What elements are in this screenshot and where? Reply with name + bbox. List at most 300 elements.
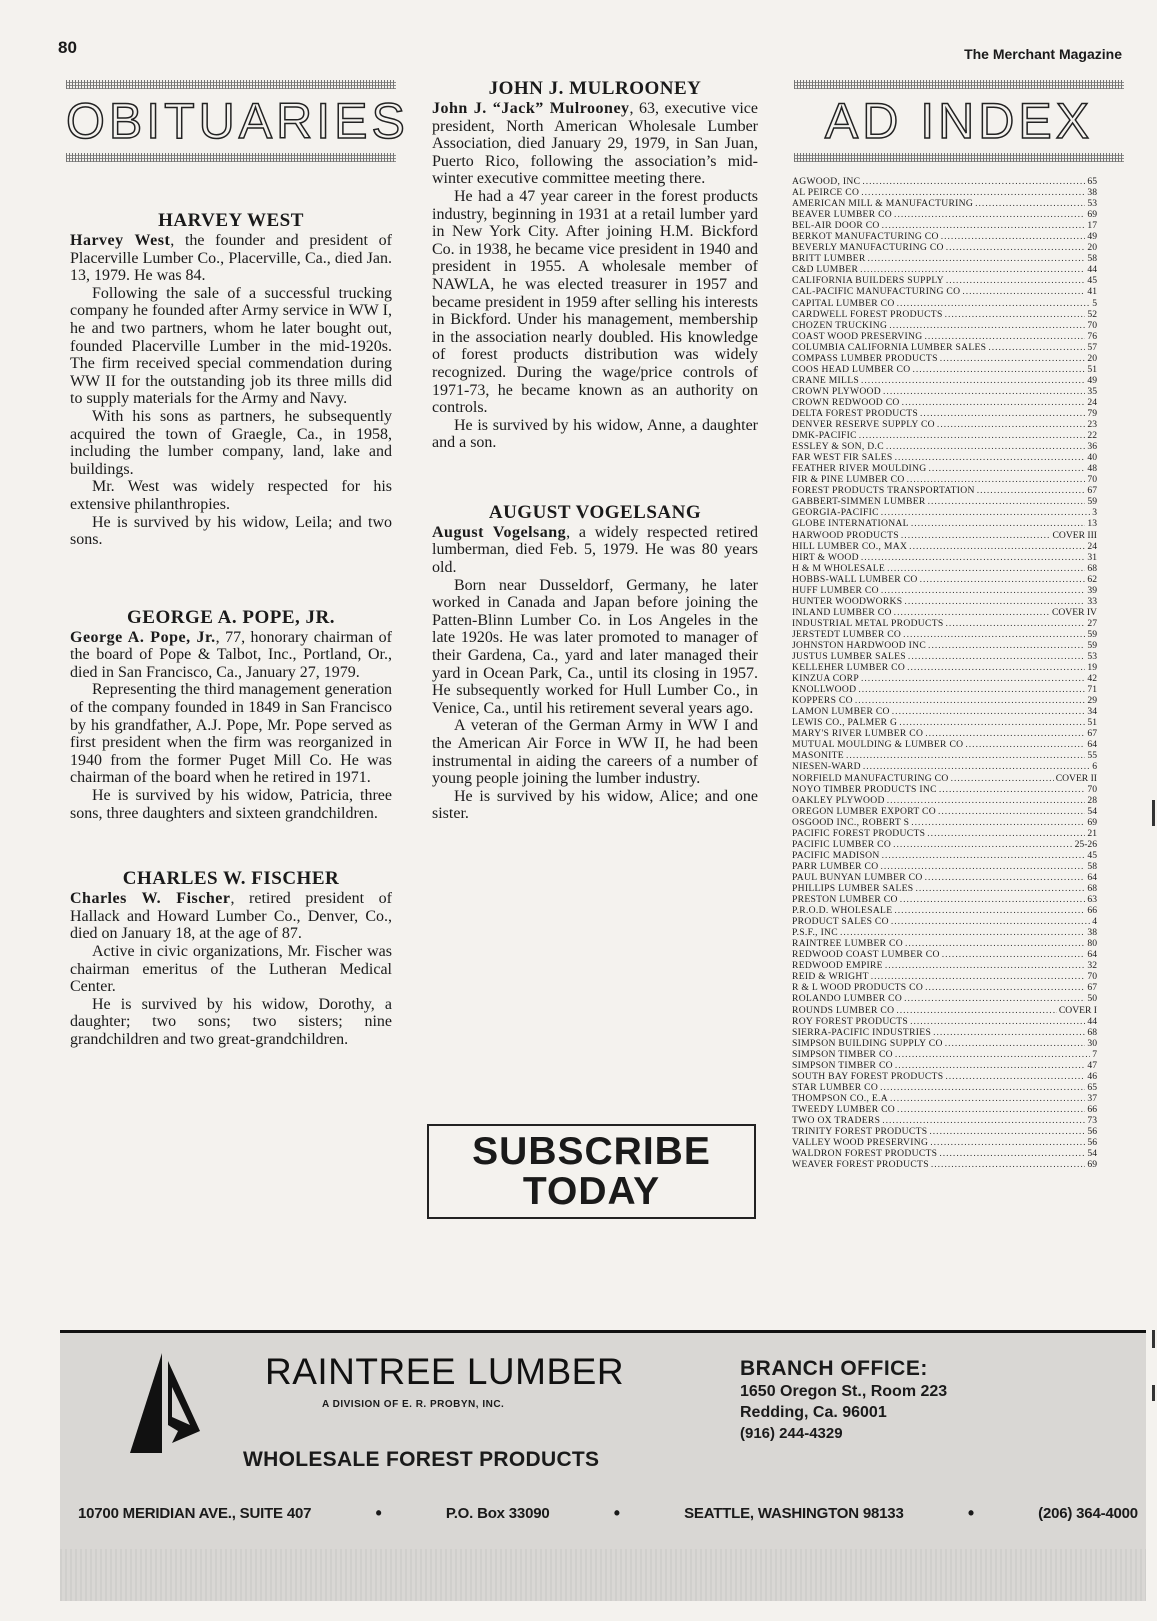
advertiser-name: OREGON LUMBER EXPORT CO xyxy=(792,805,936,817)
ad-index-entry xyxy=(792,1005,1097,1016)
leader-dots xyxy=(895,1049,1090,1060)
ad-index-entry xyxy=(792,220,1097,231)
ad-index-entry xyxy=(792,552,1097,563)
advertiser-page: 13 xyxy=(1087,518,1097,530)
advertiser-page: COVER IV xyxy=(1051,606,1097,618)
obituary-name: John J. “Jack” Mulrooney xyxy=(432,100,630,117)
obituary-name: Charles W. Fischer xyxy=(70,890,231,908)
advertiser-page: 20 xyxy=(1087,352,1097,364)
ad-index-entry xyxy=(792,231,1097,242)
obituary-paragraph: Mr. West was widely respected for his extensive philanthropies. xyxy=(70,478,392,513)
obituary-harvey-west xyxy=(70,210,392,549)
advertiser-page: 67 xyxy=(1087,485,1097,497)
obituary-paragraph: Born near Dusseldorf, Germany, he later worked in Canada and Japan before joining the Patten-Blinn Lumber Co. in Los Angeles in the late 1920s. He was later promoted to manager of their Gardena, Ca., yard and later managed their yard in Ocean Park, Ca., until its closing in 1957. He subsequently worked for Hull Lumber Co., in Venice, Ca., until his retirement several years ago. xyxy=(432,576,758,717)
advertiser-name: P.R.O.D. WHOLESALE xyxy=(792,905,893,917)
ad-index-entry xyxy=(792,795,1097,806)
ad-index-entry xyxy=(792,839,1097,850)
company-tagline: WHOLESALE FOREST PRODUCTS xyxy=(243,1448,600,1471)
obituaries-title: OBITUARIES xyxy=(66,93,409,149)
ad-index-entry xyxy=(792,474,1097,485)
leader-dots xyxy=(927,828,1085,839)
ad-index-entry xyxy=(792,750,1097,761)
ad-index-entry xyxy=(792,1115,1097,1126)
ad-index-entry xyxy=(792,1159,1097,1170)
advertiser-page: 49 xyxy=(1087,374,1097,386)
ad-index-entry xyxy=(792,607,1097,618)
ad-index-title: AD INDEX xyxy=(824,93,1094,149)
leader-dots xyxy=(840,927,1085,938)
advertiser-name: DELTA FOREST PRODUCTS xyxy=(792,407,919,419)
advertiser-page: 67 xyxy=(1087,982,1097,994)
leader-dots xyxy=(945,1038,1086,1049)
advertiser-page: 44 xyxy=(1087,1015,1097,1027)
obituary-paragraph: Following the sale of a successful trucking company he founded after Army service in WW I, he and two partners, whom he later bought out, founded Placerville Lumber in the mid-1920s. The firm received special commendation during WW II for the outstanding job its three mills did to supply materials for the Army and Navy. xyxy=(70,284,392,408)
ad-index-entry xyxy=(792,574,1097,585)
ad-index-entry xyxy=(792,651,1097,662)
advertiser-name: DMK-PACIFIC xyxy=(792,430,857,442)
leader-dots xyxy=(894,607,1050,618)
advertiser-page: 76 xyxy=(1087,330,1097,342)
advertiser-page: 21 xyxy=(1087,827,1097,839)
ad-index-entry xyxy=(792,463,1097,474)
leader-dots xyxy=(890,1093,1085,1104)
advertiser-name: NIESEN-WARD xyxy=(792,761,861,773)
advertiser-name: PRESTON LUMBER CO xyxy=(792,894,898,906)
advertiser-name: PACIFIC FOREST PRODUCTS xyxy=(792,827,926,839)
ad-index-entry xyxy=(792,1016,1097,1027)
advertiser-page: 54 xyxy=(1087,1148,1097,1160)
leader-dots xyxy=(939,1148,1085,1159)
leader-dots xyxy=(929,463,1086,474)
separator-bullet: • xyxy=(375,1503,382,1523)
banner-stripe-bottom xyxy=(66,153,396,162)
leader-dots xyxy=(882,220,1086,231)
ad-index-entry xyxy=(792,1104,1097,1115)
ad-index-entry xyxy=(792,993,1097,1004)
obituary-paragraph: He is survived by his widow, Leila; and two sons. xyxy=(70,513,392,549)
advertiser-page: 69 xyxy=(1087,816,1097,828)
leader-dots xyxy=(894,905,1085,916)
advertiser-name: CAL-PACIFIC MANUFACTURING CO xyxy=(792,286,961,298)
ad-index-entry xyxy=(792,1126,1097,1137)
ad-index-entry xyxy=(792,695,1097,706)
advertiser-page: 17 xyxy=(1087,220,1097,232)
leader-dots xyxy=(920,408,1085,419)
banner-stripe-top xyxy=(794,80,1124,89)
branch-title: BRANCH OFFICE: xyxy=(740,1357,928,1380)
ad-index-entry xyxy=(792,629,1097,640)
leader-dots xyxy=(868,253,1086,264)
advertiser-page: 19 xyxy=(1087,662,1097,674)
leader-dots xyxy=(861,552,1086,563)
advertiser-page: 70 xyxy=(1087,474,1097,486)
ad-index-entry xyxy=(792,949,1097,960)
ad-index-entry xyxy=(792,916,1097,927)
ad-index-entry xyxy=(792,286,1097,297)
leader-dots xyxy=(931,1159,1086,1170)
advertiser-name: FAR WEST FIR SALES xyxy=(792,452,893,464)
advertiser-page: 51 xyxy=(1087,717,1097,729)
advertiser-page: 73 xyxy=(1087,1114,1097,1126)
advertiser-page: 58 xyxy=(1087,860,1097,872)
advertiser-page: 62 xyxy=(1087,573,1097,585)
leader-dots xyxy=(881,507,1090,518)
company-division: A DIVISION OF E. R. PROBYN, INC. xyxy=(322,1399,505,1410)
advertiser-page: 59 xyxy=(1087,639,1097,651)
advertiser-page: 79 xyxy=(1087,407,1097,419)
ad-index-entry xyxy=(792,861,1097,872)
obituary-george-pope xyxy=(70,607,392,823)
ad-index-entry xyxy=(792,298,1097,309)
leader-dots xyxy=(862,176,1085,187)
advertiser-page: 69 xyxy=(1087,1159,1097,1171)
ad-index-entry xyxy=(792,585,1097,596)
advertiser-name: KOPPERS CO xyxy=(792,695,853,707)
advertiser-name: AGWOOD, INC xyxy=(792,176,861,187)
advertiser-name: CALIFORNIA BUILDERS SUPPLY xyxy=(792,275,944,287)
advertiser-name: SIMPSON TIMBER CO xyxy=(792,1048,893,1060)
advertiser-page: 37 xyxy=(1087,1092,1097,1104)
advertiser-page: 28 xyxy=(1087,794,1097,806)
main-phone: (206) 364-4000 xyxy=(1038,1505,1138,1522)
leader-dots xyxy=(887,795,1086,806)
ad-index-entry xyxy=(792,530,1097,541)
ad-index-entry xyxy=(792,872,1097,883)
leader-dots xyxy=(900,894,1086,905)
leader-dots xyxy=(886,441,1086,452)
raintree-lumber-advertisement xyxy=(60,1330,1146,1601)
advertiser-page: 55 xyxy=(1087,750,1097,762)
ad-index-entry xyxy=(792,971,1097,982)
advertiser-name: ROLANDO LUMBER CO xyxy=(792,993,903,1005)
advertiser-name: HARWOOD PRODUCTS xyxy=(792,529,899,541)
advertiser-name: DENVER RESERVE SUPPLY CO xyxy=(792,419,935,431)
advertiser-name: MARY'S RIVER LUMBER CO xyxy=(792,728,924,740)
leader-dots xyxy=(924,331,1085,342)
advertiser-name: TWO OX TRADERS xyxy=(792,1114,881,1126)
leader-dots xyxy=(846,750,1085,761)
advertiser-page: 54 xyxy=(1087,805,1097,817)
ad-index-entry xyxy=(792,430,1097,441)
advertiser-name: COAST WOOD PRESERVING xyxy=(792,330,923,342)
advertiser-page: 66 xyxy=(1087,905,1097,917)
ad-index-entry xyxy=(792,253,1097,264)
ad-index-entry xyxy=(792,452,1097,463)
advertiser-page: 59 xyxy=(1087,496,1097,508)
ad-index-entry xyxy=(792,541,1097,552)
leader-dots xyxy=(907,474,1086,485)
advertiser-page: 4 xyxy=(1092,916,1097,928)
leader-dots xyxy=(861,673,1085,684)
ad-index-entry xyxy=(792,386,1097,397)
advertiser-name: INDUSTRIAL METAL PRODUCTS xyxy=(792,617,944,629)
advertiser-name: PHILLIPS LUMBER SALES xyxy=(792,883,914,894)
advertiser-name: FEATHER RIVER MOULDING xyxy=(792,463,927,475)
leader-dots xyxy=(880,861,1085,872)
leader-dots xyxy=(889,320,1085,331)
branch-phone: (916) 244-4329 xyxy=(740,1425,843,1442)
advertiser-name: BERKOT MANUFACTURING CO xyxy=(792,231,939,243)
advertiser-page: COVER III xyxy=(1052,529,1097,541)
ad-index-entry xyxy=(792,1137,1097,1148)
advertiser-name: CROWN PLYWOOD xyxy=(792,385,882,397)
leader-dots xyxy=(975,198,1085,209)
ad-index-entry xyxy=(792,397,1097,408)
ad-index-entry xyxy=(792,364,1097,375)
ad-index-entry xyxy=(792,927,1097,938)
obituary-paragraph: He is survived by his widow, Dorothy, a daughter; two sons; two sisters; nine grandchildren and two great-grandchildren. xyxy=(70,995,392,1048)
advertiser-page: 31 xyxy=(1087,551,1097,563)
advertiser-page: 58 xyxy=(1087,253,1097,265)
advertiser-name: REID & WRIGHT xyxy=(792,971,869,983)
ad-index-entry xyxy=(792,894,1097,905)
advertiser-name: COLUMBIA CALIFORNIA LUMBER SALES xyxy=(792,341,987,353)
leader-dots xyxy=(928,640,1085,651)
obituary-lead: John J. “Jack” Mulrooney, 63, executive vice president, North American Wholesale Lumber Association, died January 29, 1979, in San Juan, Puerto Rico, following the association’s mid-winter executive committee meeting there. xyxy=(432,100,758,188)
obituary-paragraph: He is survived by his widow, Anne, a daughter and a son. xyxy=(432,416,758,452)
leader-dots xyxy=(988,342,1085,353)
advertiser-name: JUSTUS LUMBER SALES xyxy=(792,651,906,663)
leader-dots xyxy=(894,209,1085,220)
leader-dots xyxy=(891,916,1090,927)
leader-dots xyxy=(895,1060,1086,1071)
advertiser-page: 65 xyxy=(1087,1081,1097,1093)
advertiser-page: 33 xyxy=(1087,595,1097,607)
advertiser-name: SOUTH BAY FOREST PRODUCTS xyxy=(792,1070,944,1082)
advertiser-name: RAINTREE LUMBER CO xyxy=(792,938,903,950)
advertiser-name: NORFIELD MANUFACTURING CO xyxy=(792,772,949,784)
ad-index-entry xyxy=(792,1071,1097,1082)
obituary-title: JOHN J. MULROONEY xyxy=(488,78,702,99)
advertiser-name: INLAND LUMBER CO xyxy=(792,606,892,618)
advertiser-page: 38 xyxy=(1087,187,1097,199)
ad-index-entry xyxy=(792,982,1097,993)
po-box: P.O. Box 33090 xyxy=(445,1505,550,1522)
advertiser-name: THOMPSON CO., E.A xyxy=(792,1092,888,1104)
leader-dots xyxy=(902,397,1086,408)
advertiser-page: 56 xyxy=(1087,1137,1097,1149)
advertiser-name: MUTUAL MOULDING & LUMBER CO xyxy=(792,739,964,751)
advertiser-page: 65 xyxy=(1087,176,1097,187)
ad-index-entry xyxy=(792,408,1097,419)
leader-dots xyxy=(907,662,1085,673)
subscribe-line: SUBSCRIBE xyxy=(472,1129,711,1173)
advertiser-page: COVER I xyxy=(1058,1004,1097,1016)
leader-dots xyxy=(885,960,1086,971)
advertiser-name: ROUNDS LUMBER CO xyxy=(792,1004,895,1016)
obituary-paragraph: He is survived by his widow, Patricia, three sons, three daughters and sixteen grandchildren. xyxy=(70,787,392,822)
column-left xyxy=(70,210,392,1049)
advertiser-name: AL PEIRCE CO xyxy=(792,187,860,199)
ad-index-entry xyxy=(792,817,1097,828)
leader-dots xyxy=(880,1082,1085,1093)
advertiser-page: 24 xyxy=(1087,396,1097,408)
advertiser-name: HUNTER WOODWORKS xyxy=(792,595,903,607)
obituary-title: GEORGE A. POPE, JR. xyxy=(127,606,335,628)
leader-dots xyxy=(899,717,1085,728)
advertiser-name: TRINITY FOREST PRODUCTS xyxy=(792,1126,928,1138)
advertiser-page: 70 xyxy=(1087,971,1097,983)
ad-index-entry xyxy=(792,706,1097,717)
leader-dots xyxy=(946,242,1086,253)
ad-index-entry xyxy=(792,342,1097,353)
leader-dots xyxy=(965,739,1085,750)
advertiser-name: CRANE MILLS xyxy=(792,374,859,386)
advertiser-page: 20 xyxy=(1087,242,1097,254)
obituary-lead: Harvey West, the founder and president of Placerville Lumber Co., Placerville, Ca., died Jan. 13, 1979. He was 84. xyxy=(70,232,392,285)
banner-stripe-bottom xyxy=(794,153,1124,162)
advertiser-page: 70 xyxy=(1087,783,1097,795)
leader-dots xyxy=(937,419,1085,430)
page-edge-mark xyxy=(1152,1330,1155,1348)
advertiser-page: 51 xyxy=(1087,363,1097,375)
ad-index-entry xyxy=(792,1093,1097,1104)
leader-dots xyxy=(925,872,1086,883)
advertiser-name: ROY FOREST PRODUCTS xyxy=(792,1015,909,1027)
advertiser-page: 6 xyxy=(1092,761,1097,773)
advertiser-name: COOS HEAD LUMBER CO xyxy=(792,363,911,375)
ad-index-entry xyxy=(792,684,1097,695)
ad-index-entry xyxy=(792,1082,1097,1093)
ad-index-entry xyxy=(792,784,1097,795)
ad-index-entry xyxy=(792,960,1097,971)
ad-index-entry xyxy=(792,563,1097,574)
ad-index-entry xyxy=(792,1148,1097,1159)
leader-dots xyxy=(892,706,1086,717)
leader-dots xyxy=(897,298,1091,309)
main-city: SEATTLE, WASHINGTON 98133 xyxy=(684,1505,904,1522)
ad-index-entry xyxy=(792,618,1097,629)
leader-dots xyxy=(882,850,1086,861)
leader-dots xyxy=(859,430,1086,441)
advertiser-page: 64 xyxy=(1087,739,1097,751)
ad-index-entry xyxy=(792,485,1097,496)
advertiser-name: PRODUCT SALES CO xyxy=(792,916,889,928)
leader-dots xyxy=(871,971,1086,982)
advertiser-name: R & L WOOD PRODUCTS CO xyxy=(792,982,924,994)
advertiser-name: JOHNSTON HARDWOOD INC xyxy=(792,639,927,651)
advertiser-name: GLOBE INTERNATIONAL xyxy=(792,518,909,530)
leader-dots xyxy=(945,1071,1085,1082)
leader-dots xyxy=(942,949,1086,960)
leader-dots xyxy=(860,264,1085,275)
advertiser-page: 64 xyxy=(1087,871,1097,883)
advertiser-name: LAMON LUMBER CO xyxy=(792,706,890,718)
advertiser-name: HILL LUMBER CO., MAX xyxy=(792,540,908,552)
advertiser-page: 42 xyxy=(1087,673,1097,685)
ad-index-entry xyxy=(792,1060,1097,1071)
separator-bullet: • xyxy=(967,1503,974,1523)
ad-index-entry xyxy=(792,828,1097,839)
leader-dots xyxy=(855,695,1086,706)
obituary-name: August Vogelsang xyxy=(432,523,567,541)
advertiser-page: 49 xyxy=(1087,231,1097,243)
advertiser-page: 22 xyxy=(1087,430,1097,442)
advertiser-name: WALDRON FOREST PRODUCTS xyxy=(792,1148,938,1160)
advertiser-page: 56 xyxy=(1087,1126,1097,1138)
advertiser-page: 36 xyxy=(1087,441,1097,453)
advertiser-name: CROWN REDWOOD CO xyxy=(792,396,900,408)
advertiser-page: 44 xyxy=(1087,264,1097,276)
advertiser-name: SIERRA-PACIFIC INDUSTRIES xyxy=(792,1026,932,1038)
ad-index-entry xyxy=(792,309,1097,320)
leader-dots xyxy=(897,1104,1085,1115)
advertiser-name: HUFF LUMBER CO xyxy=(792,584,879,596)
advertiser-page: 25-26 xyxy=(1074,838,1097,850)
ad-index-entry xyxy=(792,717,1097,728)
advertiser-page: 57 xyxy=(1087,341,1097,353)
ad-index-entry xyxy=(792,507,1097,518)
ad-index-entry xyxy=(792,905,1097,916)
advertiser-name: BRITT LUMBER xyxy=(792,253,866,265)
leader-dots xyxy=(911,817,1085,828)
ad-index-entry xyxy=(792,419,1097,430)
leader-dots xyxy=(909,541,1085,552)
advertiser-name: SIMPSON BUILDING SUPPLY CO xyxy=(792,1037,943,1049)
ad-index-entry xyxy=(792,673,1097,684)
advertiser-name: FOREST PRODUCTS TRANSPORTATION xyxy=(792,485,975,497)
leader-dots xyxy=(925,982,1085,993)
advertiser-name: PARR LUMBER CO xyxy=(792,860,879,872)
leader-dots xyxy=(945,309,1086,320)
leader-dots xyxy=(896,1005,1057,1016)
advertiser-name: VALLEY WOOD PRESERVING xyxy=(792,1137,929,1149)
advertiser-name: PAUL BUNYAN LUMBER CO xyxy=(792,871,923,883)
raintree-logo-icon xyxy=(130,1353,200,1453)
advertiser-page: 71 xyxy=(1087,684,1097,696)
advertiser-name: OSGOOD INC., ROBERT S xyxy=(792,816,910,828)
leader-dots xyxy=(908,651,1085,662)
leader-dots xyxy=(946,618,1086,629)
ad-index-entry xyxy=(792,264,1097,275)
leader-dots xyxy=(939,784,1086,795)
advertiser-name: JERSTEDT LUMBER CO xyxy=(792,628,902,640)
advertiser-name: FIR & PINE LUMBER CO xyxy=(792,474,905,486)
ad-index-entry xyxy=(792,242,1097,253)
leader-dots xyxy=(858,684,1085,695)
obituary-title: HARVEY WEST xyxy=(158,210,304,231)
leader-dots xyxy=(901,530,1051,541)
leader-dots xyxy=(910,1016,1085,1027)
ad-index-entry xyxy=(792,773,1097,784)
advertiser-page: 3 xyxy=(1092,507,1097,519)
advertiser-page: 34 xyxy=(1087,706,1097,718)
subscribe-today-box[interactable] xyxy=(427,1124,756,1219)
page-number: 80 xyxy=(58,38,77,57)
obituary-lead: Charles W. Fischer, retired president of Hallack and Howard Lumber Co., Denver, Co., died on January 18, at the age of 87. xyxy=(70,890,392,943)
leader-dots xyxy=(930,1137,1085,1148)
leader-dots xyxy=(904,596,1085,607)
advertiser-name: ESSLEY & SON, D.C xyxy=(792,441,884,453)
ad-index-entry xyxy=(792,938,1097,949)
leader-dots xyxy=(925,728,1085,739)
advertiser-page: 69 xyxy=(1087,209,1097,221)
ad-index-entry xyxy=(792,187,1097,198)
advertiser-page: 23 xyxy=(1087,419,1097,431)
advertiser-name: NOYO TIMBER PRODUCTS INC xyxy=(792,783,937,795)
advertiser-name: OAKLEY PLYWOOD xyxy=(792,794,885,806)
advertiser-page: 32 xyxy=(1087,960,1097,972)
leader-dots xyxy=(912,364,1085,375)
obituary-name: George A. Pope, Jr. xyxy=(70,628,216,646)
ad-index-entry xyxy=(792,198,1097,209)
magazine-name: The Merchant Magazine xyxy=(964,46,1122,62)
obituary-lead: August Vogelsang, a widely respected retired lumberman, died Feb. 5, 1979. He was 80 years old. xyxy=(432,523,758,577)
ad-index-entry xyxy=(792,275,1097,286)
advertiser-name: CARDWELL FOREST PRODUCTS xyxy=(792,308,943,320)
print-texture xyxy=(60,1549,1146,1601)
ad-index-entry xyxy=(792,1027,1097,1038)
